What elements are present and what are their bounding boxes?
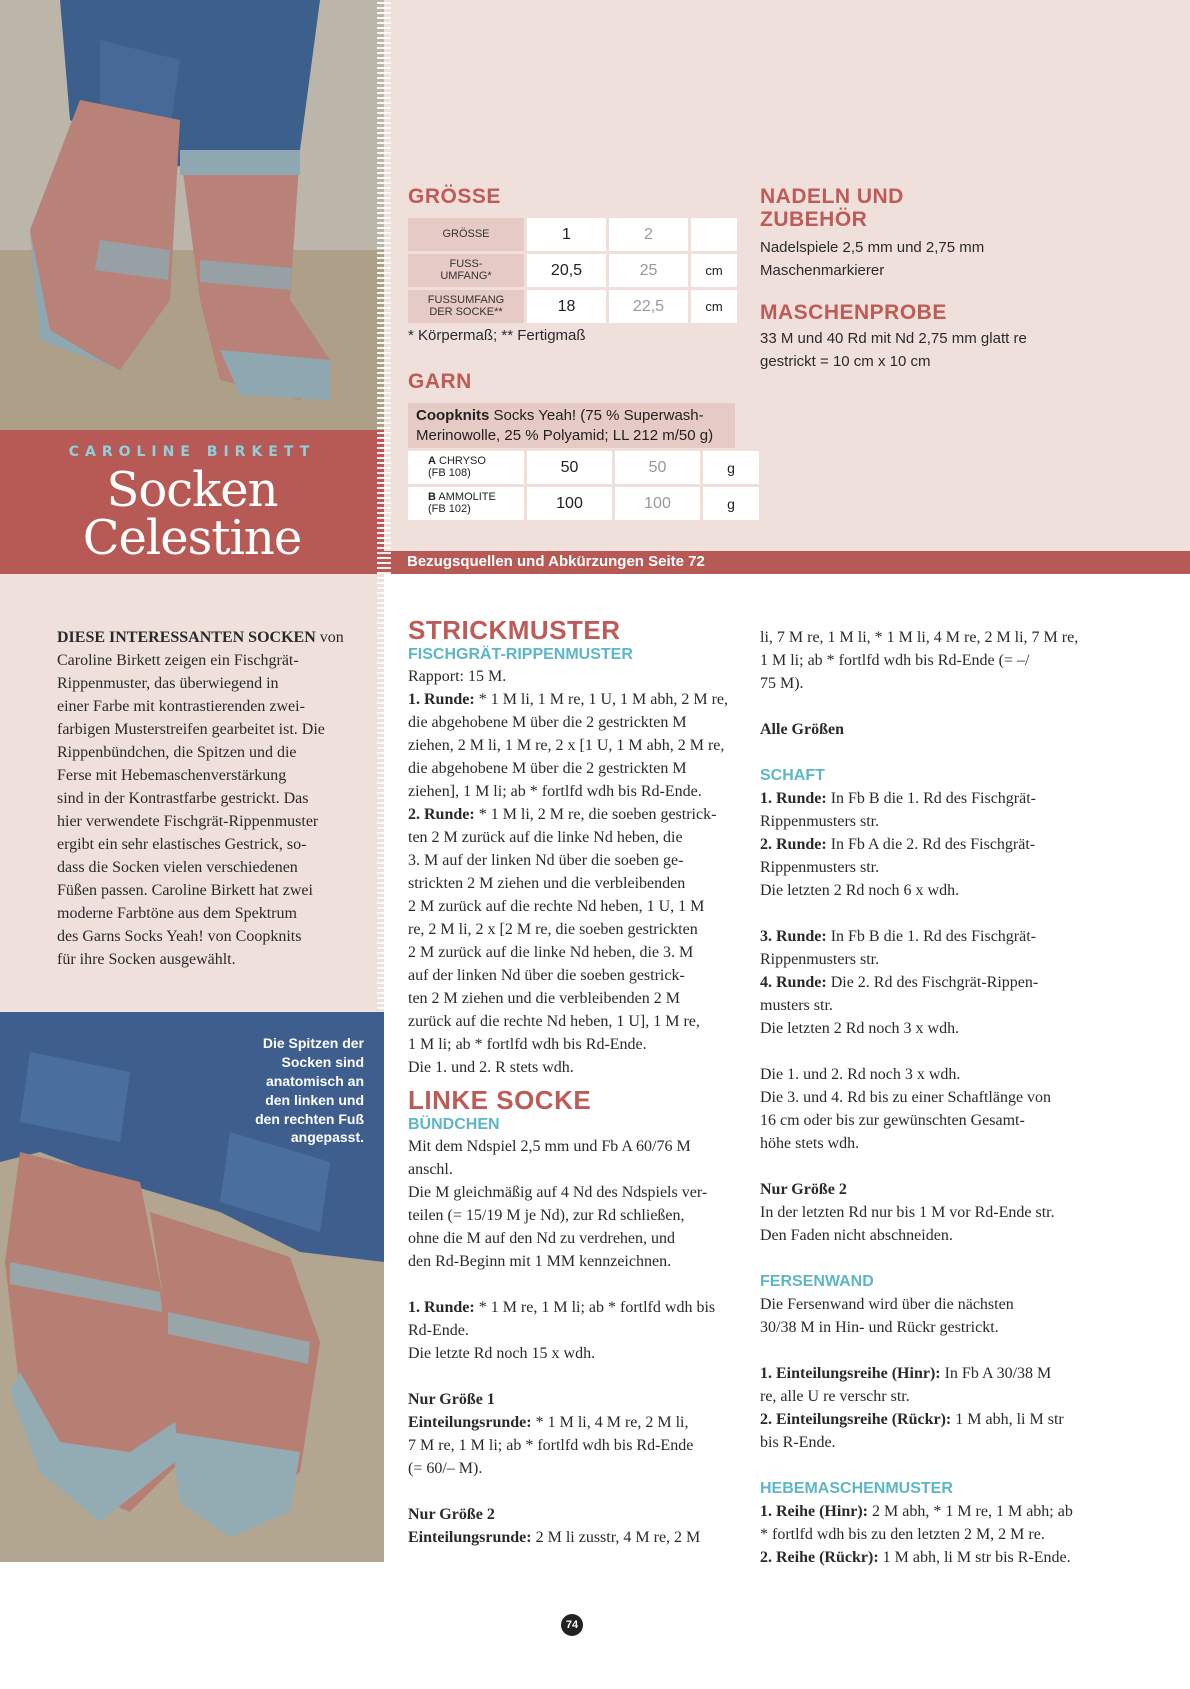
text-line: 75 M). [760, 675, 804, 692]
text-line: re, 2 M li, 2 x [2 M re, die soeben gestrickten [408, 921, 698, 938]
size-table [405, 215, 740, 326]
text-line: In der letzten Rd nur bis 1 M vor Rd-Ende str. [760, 1204, 1055, 1221]
needles-heading-line-1: NADELN UND [760, 185, 904, 208]
intro-line: Rippenbündchen, die Spitzen und die [57, 744, 297, 761]
intro-line: Füßen passen. Caroline Birkett hat zwei [57, 882, 313, 899]
text-line: Einteilungsrunde: * 1 M li, 4 M re, 2 M li, [408, 1414, 689, 1431]
text-line: auf der linken Nd über die soeben gestrick- [408, 967, 685, 984]
size-label: GRÖSSE [408, 218, 524, 251]
yarn-unit: g [703, 451, 759, 484]
text-line: Die M gleichmäßig auf 4 Nd des Ndspiels ver- [408, 1184, 708, 1201]
text-line: Die 1. und 2. R stets wdh. [408, 1059, 574, 1076]
text-line: strickten 2 M ziehen und die verbleibenden [408, 875, 686, 892]
pattern-title [0, 462, 384, 566]
intro-line: farbigen Musterstreifen gearbeitet ist. Die [57, 721, 325, 738]
column-right [760, 626, 1100, 1569]
text-line: ziehen], 1 M li; ab * fortlfd wdh bis Rd-Ende. [408, 783, 702, 800]
text-line: li, 7 M re, 1 M li, * 1 M li, 4 M re, 2 M li, 7 M re, [760, 629, 1079, 646]
text-line: 2 M zurück auf die linke Nd heben, die 3. M [408, 944, 694, 961]
text-line: Rippenmusters str. [760, 951, 880, 968]
photo-caption: Die Spitzen der Socken sind anatomisch an den linken und den rechten Fuß angepasst. [255, 1035, 364, 1146]
text-line: den Rd-Beginn mit 1 MM kennzeichnen. [408, 1253, 672, 1270]
text-line: Alle Größen [760, 721, 844, 738]
intro-line: Caroline Birkett zeigen ein Fischgrät- [57, 652, 299, 669]
text-line: Die 1. und 2. Rd noch 3 x wdh. [760, 1066, 961, 1083]
text-line: 3. M auf der linken Nd über die soeben ge- [408, 852, 684, 869]
intro-line: moderne Farbtöne aus dem Spektrum [57, 905, 297, 922]
intro-line: Ferse mit Hebemaschenverstärkung [57, 767, 287, 784]
text-line: re, alle U re verschr str. [760, 1388, 910, 1405]
text-line: Die letzten 2 Rd noch 3 x wdh. [760, 1020, 960, 1037]
text-line: Nur Größe 1 [408, 1391, 495, 1408]
text-line: teilen (= 15/19 M je Nd), zur Rd schließen, [408, 1207, 685, 1224]
intro-line: ergibt ein sehr elastisches Gestrick, so- [57, 836, 307, 853]
text-line: Die 3. und 4. Rd bis zu einer Schaftlänge von [760, 1089, 1052, 1106]
text-line: 1. Runde: * 1 M li, 1 M re, 1 U, 1 M abh, 2 M re, [408, 691, 728, 708]
yarn-block [408, 403, 762, 523]
sources-text: Bezugsquellen und Abkürzungen Seite 72 [407, 553, 705, 570]
intro-line: sind in der Kontrastfarbe gestrickt. Das [57, 790, 309, 807]
yarn-code: A [428, 454, 436, 467]
yarn-unit: g [703, 487, 759, 520]
yarn-fb: (FB 102) [428, 502, 471, 515]
text-line: höhe stets wdh. [760, 1135, 860, 1152]
text-line: Den Faden nicht abschneiden. [760, 1227, 953, 1244]
size-value-2: 2 [609, 218, 688, 251]
size-value-1: 18 [527, 290, 606, 323]
yarn-row [408, 487, 759, 520]
size-unit: cm [691, 290, 737, 323]
text-line: 2. Reihe (Rückr): 1 M abh, li M str bis R-Ende. [760, 1549, 1071, 1566]
strickmuster-text [408, 665, 738, 1079]
text-line: 1. Einteilungsreihe (Hinr): In Fb A 30/38 M [760, 1365, 1052, 1382]
size-value-2: 25 [609, 254, 688, 287]
intro-text [57, 626, 367, 971]
yarn-amount-2: 100 [615, 487, 700, 520]
text-line: 1 M li; ab * fortlfd wdh bis Rd-Ende (= –/ [760, 652, 1030, 669]
yarn-color-label [408, 487, 524, 520]
text-line: Die letzte Rd noch 15 x wdh. [408, 1345, 596, 1362]
hebemaschen-subheading: HEBEMASCHENMUSTER [760, 1480, 953, 1497]
gauge-line: 33 M und 40 Rd mit Nd 2,75 mm glatt re [760, 330, 1027, 347]
text-line: 2. Runde: In Fb A die 2. Rd des Fischgrät- [760, 836, 1036, 853]
size-label: FUSSUMFANG DER SOCKE** [408, 290, 524, 323]
title-line-2: Celestine [82, 510, 302, 566]
intro-line: des Garns Socks Yeah! von Coopknits [57, 928, 302, 945]
text-line: 16 cm oder bis zur gewünschten Gesamt- [760, 1112, 1025, 1129]
yarn-heading: GARN [408, 370, 472, 393]
intro-line: einer Farbe mit kontrastierenden zwei- [57, 698, 305, 715]
yarn-brand: Coopknits [416, 407, 490, 424]
fersenwand-subheading: FERSENWAND [760, 1273, 874, 1290]
schaft-subheading: SCHAFT [760, 767, 825, 784]
yarn-color-label [408, 451, 524, 484]
size-value-1: 1 [527, 218, 606, 251]
needles-heading-line-2: ZUBEHÖR [760, 208, 868, 231]
yarn-description [408, 403, 735, 448]
text-line: 4. Runde: Die 2. Rd des Fischgrät-Rippen- [760, 974, 1039, 991]
text-line: Rippenmusters str. [760, 813, 880, 830]
text-line: die abgehobene M über die 2 gestrickten M [408, 714, 687, 731]
strickmuster-heading: STRICKMUSTER [408, 615, 621, 645]
needles-heading [760, 185, 904, 231]
yarn-amount-1: 50 [527, 451, 612, 484]
intro-line: dass die Socken vielen verschiedenen [57, 859, 298, 876]
size-unit: cm [691, 254, 737, 287]
page-number: 74 [561, 1614, 583, 1636]
photo-socks-bottom [0, 1012, 384, 1562]
size-label: FUSS- UMFANG* [408, 254, 524, 287]
photo-socks-top [0, 0, 384, 430]
text-line: zurück auf die rechte Nd heben, 1 U], 1 M re, [408, 1013, 700, 1030]
text-line: die abgehobene M über die 2 gestrickten M [408, 760, 687, 777]
sources-bar [384, 551, 1190, 574]
text-line: 3. Runde: In Fb B die 1. Rd des Fischgrät- [760, 928, 1037, 945]
text-line: ten 2 M ziehen und die verbleibenden 2 M [408, 990, 680, 1007]
yarn-code: B [428, 490, 436, 503]
size-row [408, 218, 737, 251]
size-value-1: 20,5 [527, 254, 606, 287]
text-line: 7 M re, 1 M li; ab * fortlfd wdh bis Rd-Ende [408, 1437, 694, 1454]
text-line: musters str. [760, 997, 833, 1014]
text-line: ziehen, 2 M li, 1 M re, 2 x [1 U, 1 M abh, 2 M re, [408, 737, 725, 754]
text-line: Die Fersenwand wird über die nächsten [760, 1296, 1014, 1313]
gauge-line: gestrickt = 10 cm x 10 cm [760, 353, 931, 370]
linke-socke-heading: LINKE SOCKE [408, 1085, 592, 1115]
buendchen-text [408, 1135, 738, 1549]
size-row [408, 254, 737, 287]
text-line: 1. Runde: In Fb B die 1. Rd des Fischgrät- [760, 790, 1037, 807]
text-line: bis R-Ende. [760, 1434, 836, 1451]
yarn-color-name: CHRYSO [439, 454, 486, 467]
yarn-row [408, 451, 759, 484]
needles-line: Maschenmarkierer [760, 262, 885, 279]
text-line: Mit dem Ndspiel 2,5 mm und Fb A 60/76 M [408, 1138, 691, 1155]
size-footnote: * Körpermaß; ** Fertigmaß [408, 327, 586, 344]
text-line: Nur Größe 2 [760, 1181, 847, 1198]
buendchen-subheading: BÜNDCHEN [408, 1116, 500, 1133]
fischgraet-subheading: FISCHGRÄT-RIPPENMUSTER [408, 646, 633, 663]
text-line: 1. Runde: * 1 M re, 1 M li; ab * fortlfd wdh bis [408, 1299, 716, 1316]
yarn-desc: Socks Yeah! (75 % Superwash-Merinowolle, 25 % Polyamid; LL 212 m/50 g) [416, 407, 714, 444]
size-row [408, 290, 737, 323]
text-line: anschl. [408, 1161, 453, 1178]
intro-lead: DIESE INTERESSANTEN SOCKEN [57, 629, 316, 646]
gauge-text [760, 327, 1027, 373]
intro-line: DIESE INTERESSANTEN SOCKEN von [57, 629, 344, 646]
title-box [0, 430, 384, 574]
text-line: Die letzten 2 Rd noch 6 x wdh. [760, 882, 960, 899]
text-line: 1 M li; ab * fortlfd wdh bis Rd-Ende. [408, 1036, 647, 1053]
text-line: Rd-Ende. [408, 1322, 469, 1339]
needles-line: Nadelspiele 2,5 mm und 2,75 mm [760, 239, 985, 256]
yarn-amount-1: 100 [527, 487, 612, 520]
yarn-fb: (FB 108) [428, 466, 471, 479]
text-line: Rapport: 15 M. [408, 668, 507, 685]
column-middle [408, 615, 738, 1549]
designer-name: CAROLINE BIRKETT [68, 444, 316, 460]
size-value-2: 22,5 [609, 290, 688, 323]
text-line: Rippenmusters str. [760, 859, 880, 876]
text-line: ohne die M auf den Nd zu verdrehen, und [408, 1230, 676, 1247]
text-line: Nur Größe 2 [408, 1506, 495, 1523]
text-line: * fortlfd wdh bis zu den letzten 2 M, 2 M re. [760, 1526, 1045, 1543]
text-line: 2. Runde: * 1 M li, 2 M re, die soeben gestrick- [408, 806, 717, 823]
size-unit [691, 218, 737, 251]
needles-text [760, 236, 984, 282]
intro-line: für ihre Socken ausgewählt. [57, 951, 236, 968]
text-line: 1. Reihe (Hinr): 2 M abh, * 1 M re, 1 M abh; ab [760, 1503, 1073, 1520]
text-line: 30/38 M in Hin- und Rückr gestrickt. [760, 1319, 999, 1336]
yarn-amount-2: 50 [615, 451, 700, 484]
size-heading: GRÖSSE [408, 185, 501, 208]
text-line: Einteilungsrunde: 2 M li zusstr, 4 M re, 2 M [408, 1529, 701, 1546]
intro-line: hier verwendete Fischgrät-Rippenmuster [57, 813, 319, 830]
text-line: 2 M zurück auf die rechte Nd heben, 1 U, 1 M [408, 898, 705, 915]
gauge-heading: MASCHENPROBE [760, 301, 947, 324]
text-line: (= 60/– M). [408, 1460, 483, 1477]
title-line-1: Socken [106, 462, 278, 518]
intro-line: Rippenmuster, das überwiegend in [57, 675, 279, 692]
text-line: ten 2 M zurück auf die linke Nd heben, die [408, 829, 683, 846]
text-line: 2. Einteilungsreihe (Rückr): 1 M abh, li M str [760, 1411, 1064, 1428]
yarn-color-name: AMMOLITE [438, 490, 496, 503]
